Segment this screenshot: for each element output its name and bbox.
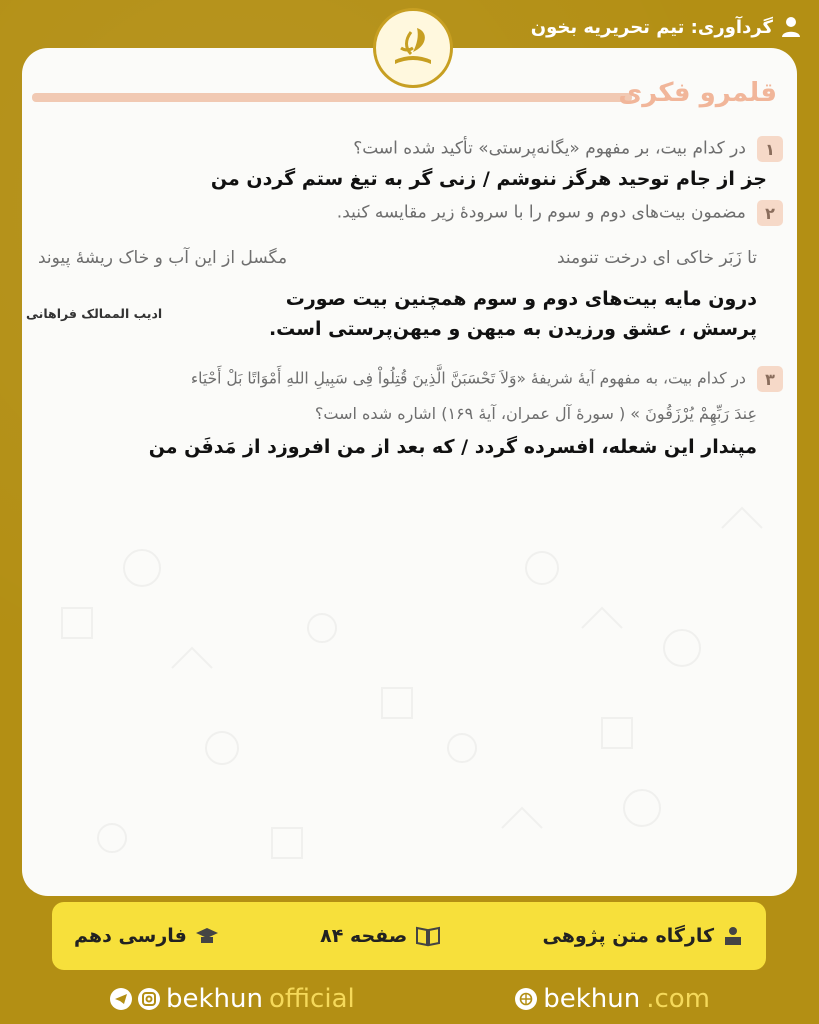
- answer-3: مپندار این شعله، افسرده گردد / که بعد از من افروزد از مَدفَن من: [148, 436, 757, 458]
- content-card: [22, 48, 797, 896]
- page-label: [320, 925, 441, 947]
- section-divider: [32, 93, 632, 102]
- question-number: ۳: [757, 366, 783, 392]
- question-1: [36, 136, 783, 162]
- social-handle[interactable]: [110, 984, 355, 1014]
- website-link[interactable]: [515, 984, 710, 1014]
- question-text: مضمون بیت‌های دوم و سوم را با سرودهٔ زیر مقایسه کنید.: [336, 202, 746, 223]
- telegram-icon[interactable]: [110, 988, 132, 1010]
- user-icon: [781, 16, 801, 38]
- question-number: ۱: [757, 136, 783, 162]
- workshop-text: کارگاه متن پژوهی: [542, 925, 714, 947]
- open-book-icon: [415, 925, 441, 947]
- instagram-icon[interactable]: [138, 988, 160, 1010]
- footer: [110, 983, 710, 1015]
- book-info-bar: [52, 902, 766, 970]
- answer-1: جز از جام توحید هرگز ننوشم / زنی گر به تیغ ستم گردن من: [210, 168, 767, 190]
- site-text-a: bekhun: [543, 984, 641, 1014]
- poem-verse: [38, 248, 757, 268]
- quill-book-icon: [387, 22, 439, 74]
- book-label: [74, 925, 219, 947]
- site-text-b: .com: [646, 984, 710, 1014]
- question-3: [36, 366, 783, 392]
- credit-header: [531, 12, 801, 42]
- bekhun-logo: [373, 8, 453, 88]
- question-number: ۲: [757, 200, 783, 226]
- poem-hemistich-left: مگسل از این آب و خاک ریشهٔ پیوند: [38, 248, 288, 268]
- answer-2-line2: پرسش ، عشق ورزیدن به میهن و میهن‌پرستی است.: [268, 318, 757, 340]
- poet-name: ادیب الممالک فراهانی: [26, 306, 163, 321]
- page-text: صفحه ۸۴: [320, 925, 408, 947]
- question-text-line2: عِندَ رَبِّهِمْ یُرْزَقُونَ » ( سورهٔ آل عمران، آیهٔ ۱۶۹) اشاره شده است؟: [314, 404, 757, 423]
- answer-2-line1: درون مایه بیت‌های دوم و سوم همچنین بیت صورت: [285, 288, 757, 310]
- book-text: فارسی دهم: [74, 925, 187, 947]
- section-title: قلمرو فکری: [618, 78, 777, 108]
- globe-icon: [515, 988, 537, 1010]
- question-text: در کدام بیت، بر مفهوم «یگانه‌پرستی» تأکید شده است؟: [353, 138, 746, 159]
- credit-text: گردآوری: تیم تحریریه بخون: [530, 16, 773, 38]
- handle-text-b: official: [269, 984, 355, 1014]
- workshop-label: [542, 925, 744, 947]
- handle-text-a: bekhun: [166, 984, 263, 1014]
- question-text-line1: در کدام بیت، به مفهوم آیهٔ شریفهٔ «وَلاَ تَحْسَبَنَّ الَّذِینَ قُتِلُواْ فِی سَبِیلِ اللهِ أَمْوَاتًا بَلْ أَحْیَاء: [190, 369, 746, 388]
- poem-hemistich-right: تا زَبَر خاکی ای درخت تنومند: [556, 248, 757, 268]
- question-2: [36, 200, 783, 226]
- graduation-cap-icon: [195, 925, 219, 947]
- reader-icon: [722, 925, 744, 947]
